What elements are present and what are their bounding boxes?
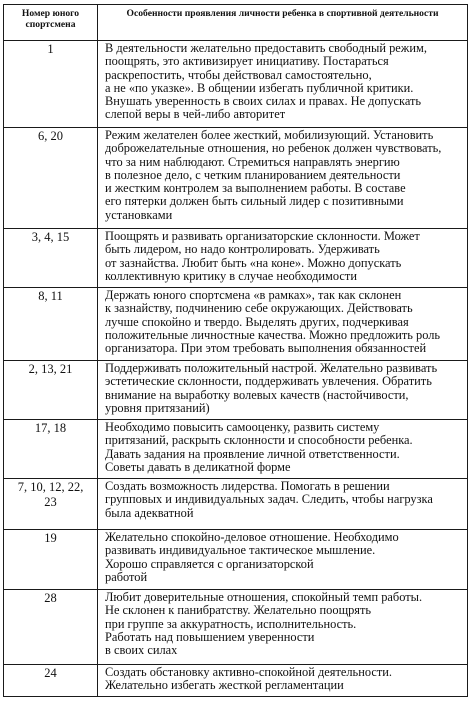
description-line: слепой веры в чей-либо авторитет	[105, 107, 286, 122]
table-row	[4, 361, 468, 420]
athlete-number-cell: 19	[4, 530, 98, 590]
athlete-number-cell: 3, 4, 15	[4, 229, 98, 288]
athlete-number-line: 23	[44, 495, 57, 509]
table-header-row	[4, 5, 468, 41]
personality-features-table	[3, 4, 468, 697]
table-row	[4, 229, 468, 288]
athlete-number-cell: 28	[4, 590, 98, 665]
table-row	[4, 288, 468, 361]
description-line: его пятерки должен быть сильный лидер с позитивными	[105, 194, 404, 209]
description-line: быть лидером, но надо контролировать. Удерживать	[105, 242, 380, 257]
description-line: поощрять, это активизирует инициативу. Постараться	[105, 54, 389, 69]
description-line: к зазнайству, подчинению себе окружающих. Действовать	[105, 301, 413, 316]
feature-description-cell	[98, 479, 468, 530]
description-line: В деятельности желательно предоставить свободный режим,	[105, 41, 427, 55]
description-line: Держать юного спортсмена «в рамках», так как склонен	[105, 288, 402, 302]
athlete-number-cell: 8, 11	[4, 288, 98, 361]
description-line: Режим желателен более жесткий, мобилизующий. Установить	[105, 128, 434, 142]
table-row	[4, 590, 468, 665]
description-line: лучше спокойно и твердо. Выделять других, подчеркивая	[105, 314, 409, 329]
description-line: Не склонен к панибратству. Желательно поощрять	[105, 603, 372, 618]
description-line: при группе за аккуратность, исполнительность.	[105, 616, 357, 631]
table-row	[4, 479, 468, 530]
header-athlete-number-line2: спортсмена	[25, 19, 76, 30]
description-line: раскрепостить, чтобы действовал самостоятельно,	[105, 67, 372, 82]
description-line: коллективную критику в случае необходимости	[105, 268, 357, 283]
description-line: Желательно спокойно-деловое отношение. Необходимо	[105, 530, 399, 544]
athlete-number-cell: 6, 20	[4, 128, 98, 229]
feature-description-cell	[98, 590, 468, 665]
feature-description-cell	[98, 288, 468, 361]
description-line: развивать индивидуальное тактическое мышление.	[105, 543, 376, 558]
description-line: что за ним наблюдают. Стремиться направлять энергию	[105, 154, 400, 169]
description-line: Необходимо повысить самооценку, развить систему	[105, 420, 380, 434]
feature-description-cell	[98, 665, 468, 697]
athlete-number-cell: 1	[4, 41, 98, 128]
feature-description-cell	[98, 41, 468, 128]
athlete-number-cell: 2, 13, 21	[4, 361, 98, 420]
description-line: Хорошо справляется с организаторской	[105, 556, 314, 571]
description-line: Создать возможность лидерства. Помогать в решении	[105, 479, 390, 493]
description-line: работой	[105, 569, 148, 584]
feature-description-cell	[98, 530, 468, 590]
description-line: Поддерживать положительный настрой. Желательно развивать	[105, 361, 438, 375]
description-line: положительные личностные качества. Можно предложить роль	[105, 327, 441, 342]
table-row	[4, 530, 468, 590]
description-line: Работать над повышением уверенности	[105, 629, 315, 644]
description-line: в своих силах	[105, 643, 178, 658]
header-athlete-number	[4, 5, 98, 41]
athlete-number-cell: 17, 18	[4, 420, 98, 479]
table-row	[4, 128, 468, 229]
feature-description-cell	[98, 420, 468, 479]
feature-description-cell	[98, 128, 468, 229]
header-athlete-number-line1: Номер юного	[21, 8, 80, 19]
description-line: эстетические склонности, поддерживать увлечения. Обратить	[105, 374, 432, 389]
table-row	[4, 420, 468, 479]
description-line: внимание на выработку волевых качеств (настойчивости,	[105, 387, 409, 402]
header-personality-features: Особенности проявления личности ребенка в спортивной деятельности	[98, 5, 468, 41]
description-line: Давать задания на проявление личной ответственности.	[105, 446, 400, 461]
feature-description-cell	[98, 229, 468, 288]
description-line: доброжелательные отношения, но ребенок должен чувствовать,	[105, 141, 442, 156]
description-line: притязаний, раскрыть склонности и способности ребенка.	[105, 433, 413, 448]
description-line: была адекватной	[105, 505, 194, 520]
description-line: организатора. При этом требовать выполнения обязанностей	[105, 341, 427, 356]
table-row	[4, 41, 468, 128]
description-line: Поощрять и развивать организаторские склонности. Может	[105, 229, 420, 243]
description-line: групповых и индивидуальных задач. Следить, чтобы нагрузка	[105, 492, 433, 507]
description-line: Желательно избегать жесткой регламентации	[105, 678, 344, 693]
description-line: Советы давать в деликатной форме	[105, 459, 291, 474]
description-line: и жестким контролем за выполнением работы. В составе	[105, 181, 406, 196]
description-line: Создать обстановку активно-спокойной деятельности.	[105, 665, 392, 679]
description-line: уровня притязаний)	[105, 400, 210, 415]
athlete-number-cell	[4, 479, 98, 530]
description-line: а не «по указке». В общении избегать публичной критики.	[105, 80, 414, 95]
description-line: в полезное дело, с четким планированием деятельности	[105, 167, 401, 182]
description-line: установками	[105, 207, 173, 222]
athlete-number-line: 7, 10, 12, 22,	[17, 480, 84, 494]
description-line: Внушать уверенность в своих силах и правах. Не допускать	[105, 94, 422, 109]
feature-description-cell	[98, 361, 468, 420]
table-row	[4, 665, 468, 697]
athlete-number-cell: 24	[4, 665, 98, 697]
description-line: от зазнайства. Любит быть «на коне». Можно допускать	[105, 255, 402, 270]
description-line: Любит доверительные отношения, спокойный темп работы.	[105, 590, 423, 604]
